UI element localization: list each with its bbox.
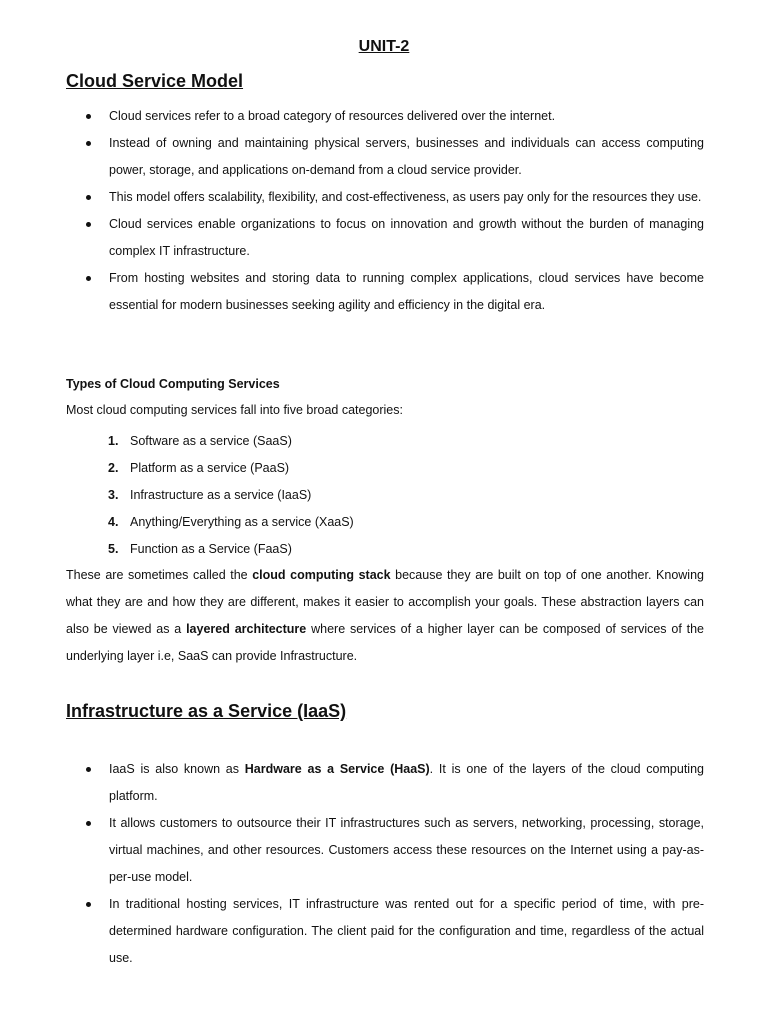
list-item: In traditional hosting services, IT infrastructure was rented out for a specific period of time, with pre-determined hardware configuration. The client paid for the configuration and time, regardless of the actual use. (0, 891, 704, 972)
bullet-icon (86, 114, 91, 119)
list-item: From hosting websites and storing data to running complex applications, cloud services have become essential for modern businesses seeking agility and efficiency in the digital era. (0, 265, 704, 319)
bullet-icon (86, 902, 91, 907)
list-item: 1. Software as a service (SaaS) (0, 428, 354, 455)
bullet-icon (86, 821, 91, 826)
section-heading-cloud-service-model: Cloud Service Model (66, 71, 244, 91)
cloud-service-bullets (0, 103, 704, 319)
bullet-icon (86, 276, 91, 281)
types-intro: Most cloud computing services fall into five broad categories: (66, 403, 403, 417)
types-heading: Types of Cloud Computing Services (66, 377, 280, 391)
list-number: 2. (108, 461, 119, 475)
bold-term: cloud computing stack (252, 568, 391, 582)
bullet-icon (86, 767, 91, 772)
list-item: Cloud services refer to a broad category of resources delivered over the internet. (0, 103, 704, 130)
bullet-icon (86, 195, 91, 200)
list-number: 5. (108, 542, 119, 556)
section-heading-iaas: Infrastructure as a Service (IaaS) (66, 701, 347, 721)
list-item: It allows customers to outsource their IT infrastructures such as servers, networking, processing, storage, virtual machines, and other resources. Customers access these resources on the Internet using a pay-as-per-use model. (0, 810, 704, 891)
list-number: 1. (108, 434, 119, 448)
list-item: 2. Platform as a service (PaaS) (0, 455, 354, 482)
bullet-icon (86, 141, 91, 146)
list-item: 5. Function as a Service (FaaS) (0, 536, 354, 563)
bold-term: Hardware as a Service (HaaS) (244, 762, 430, 776)
list-item: This model offers scalability, flexibility, and cost-effectiveness, as users pay only for the resources they use. (0, 184, 704, 211)
bold-term: layered architecture (186, 622, 307, 636)
unit-title: UNIT-2 (358, 38, 410, 55)
list-number: 4. (108, 515, 119, 529)
list-item: Instead of owning and maintaining physical servers, businesses and individuals can access computing power, storage, and applications on-demand from a cloud service provider. (0, 130, 704, 184)
cloud-stack-paragraph: These are sometimes called the cloud computing stack because they are built on top of one another. Knowing what they are and how they are different, makes it easier to accomplish your goals. These abstraction layers can also be viewed as a layered architecture where services of a higher layer can be composed of services of the underlying layer i.e, SaaS can provide Infrastructure. (66, 568, 705, 663)
list-item: 3. Infrastructure as a service (IaaS) (0, 482, 354, 509)
iaas-bullets (0, 756, 704, 972)
list-item: Cloud services enable organizations to focus on innovation and growth without the burden of managing complex IT infrastructure. (0, 211, 704, 265)
list-item: IaaS is also known as Hardware as a Service (HaaS). It is one of the layers of the cloud computing platform. (0, 756, 704, 810)
list-number: 3. (108, 488, 119, 502)
bullet-icon (86, 222, 91, 227)
types-list (0, 428, 354, 563)
list-item: 4. Anything/Everything as a service (XaaS) (0, 509, 354, 536)
